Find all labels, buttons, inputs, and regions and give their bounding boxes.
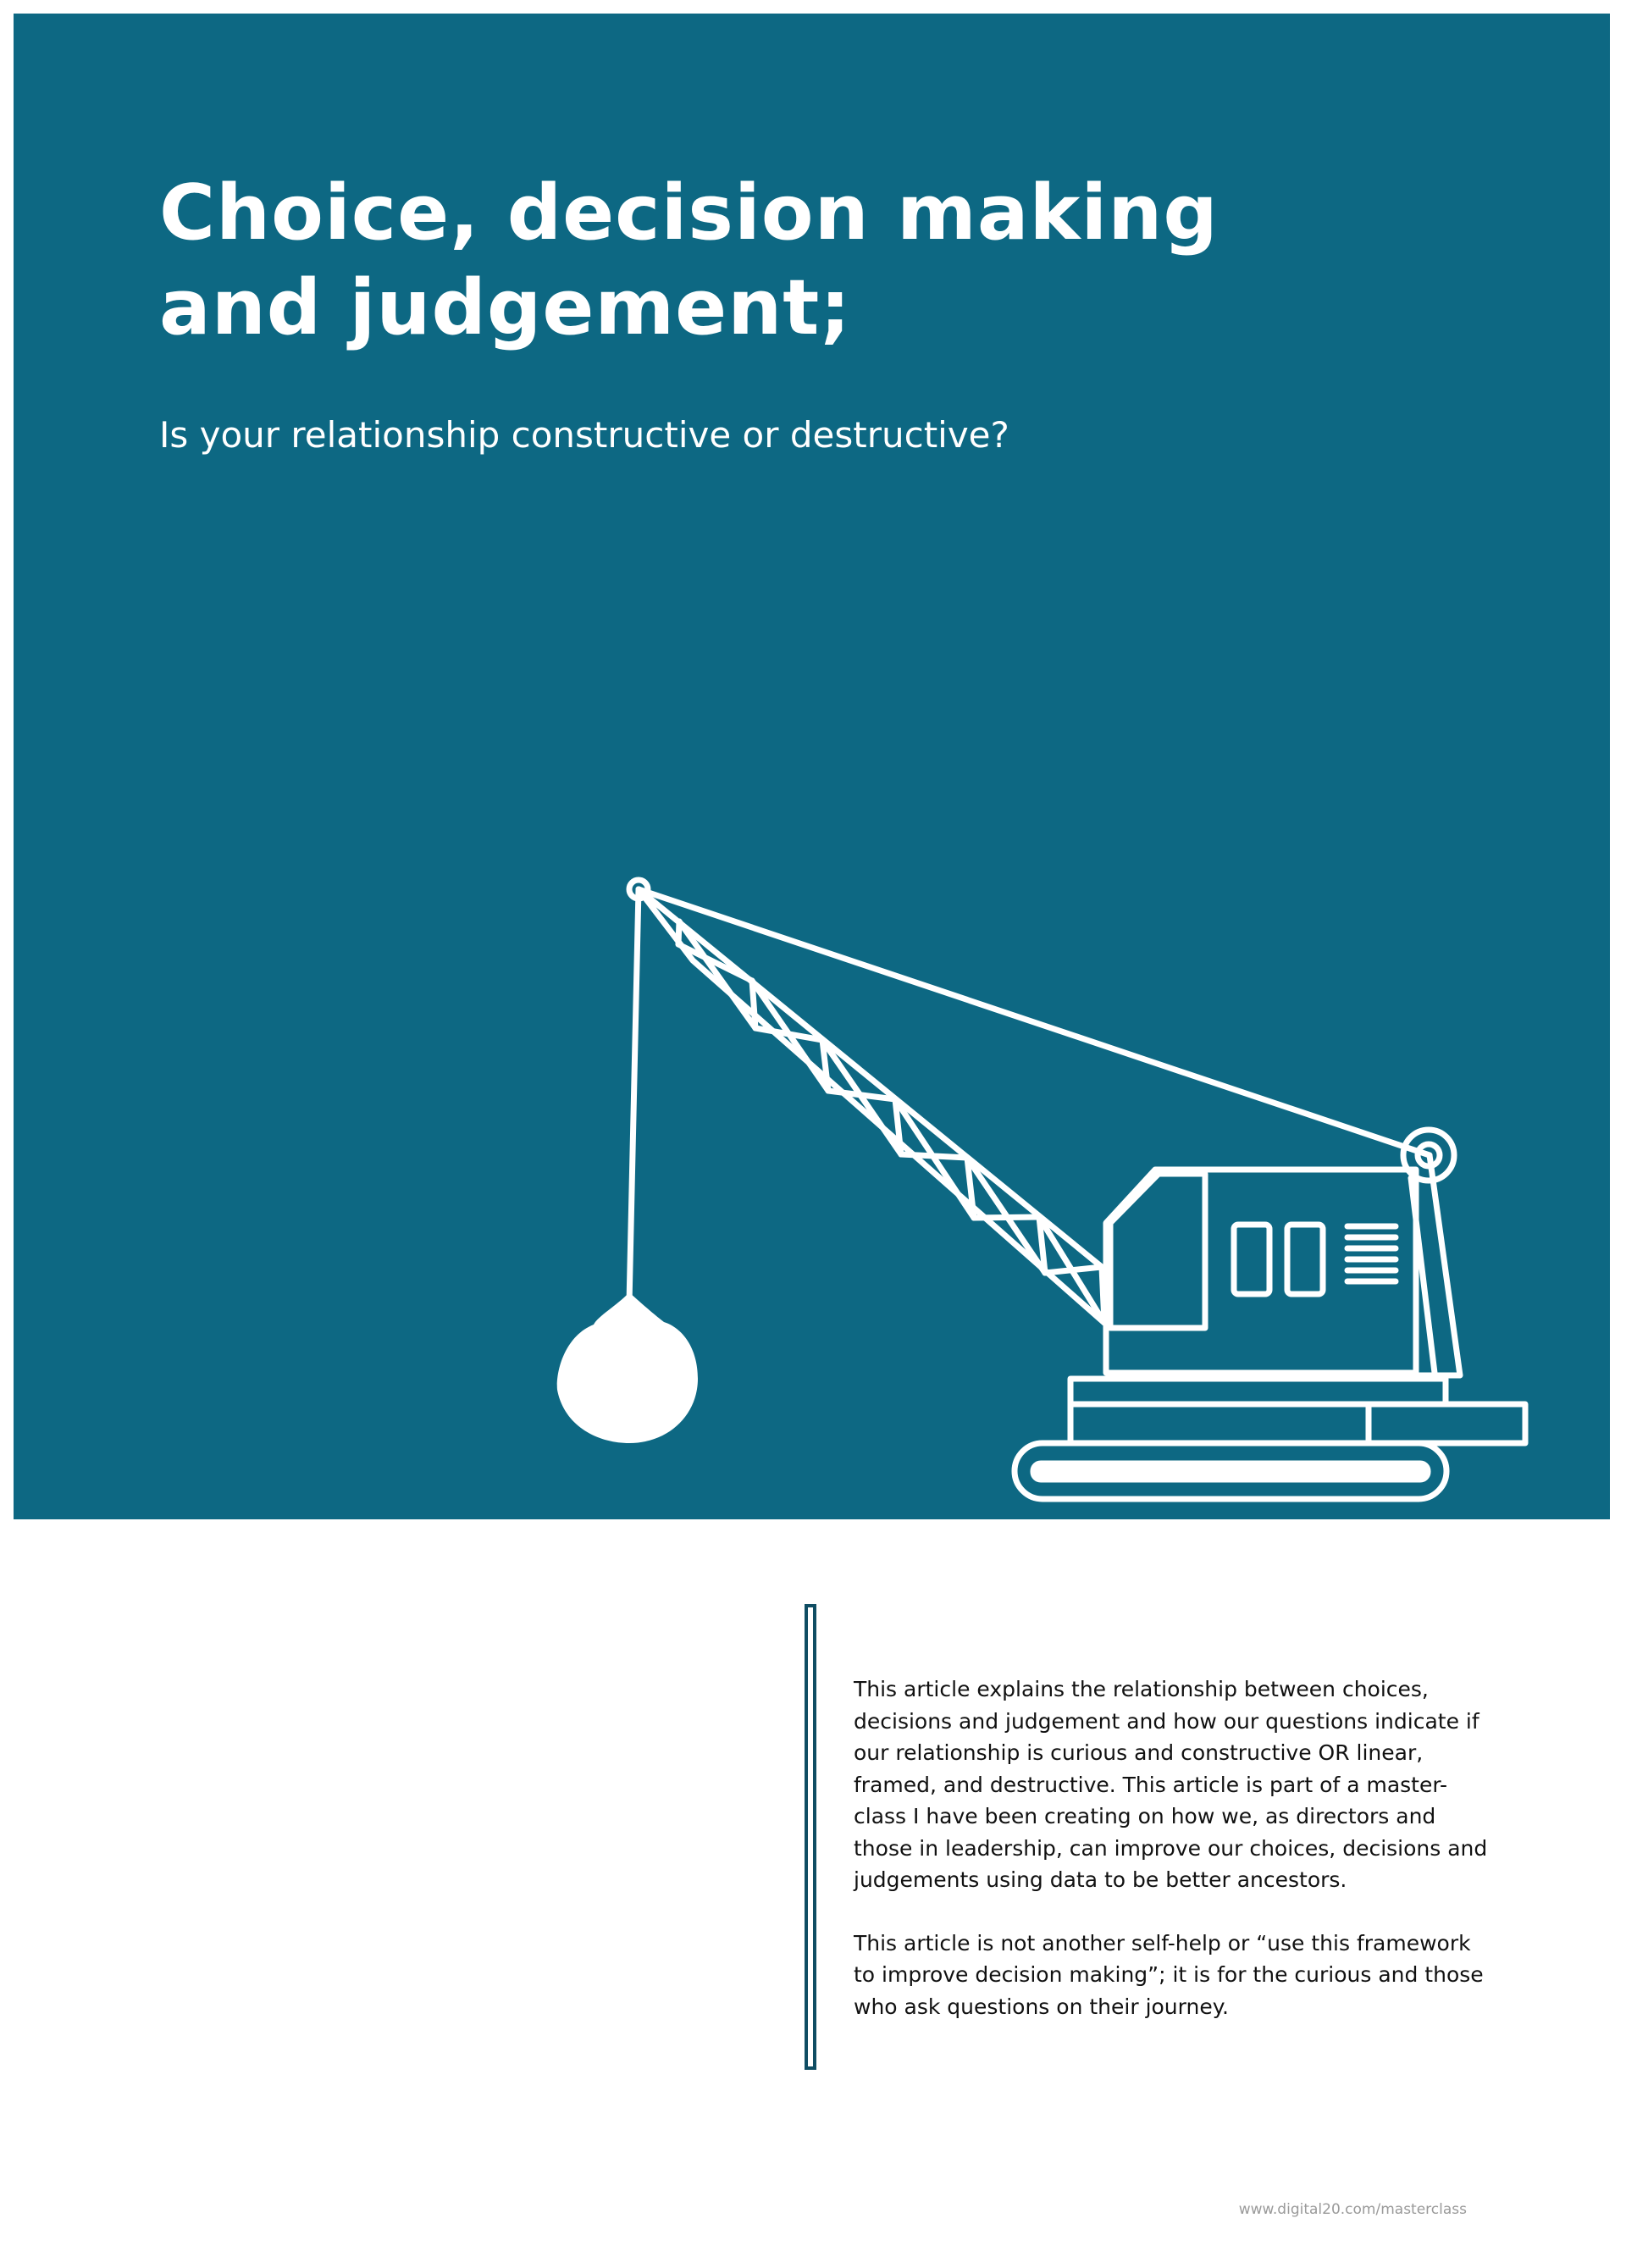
intro-text <box>854 1673 1497 2054</box>
hero-banner <box>14 14 1610 1519</box>
intro-paragraph: This article is not another self-help or “use this framework to improve decision making”; it is for the curious and those who ask questions on their journey. <box>854 1930 1484 2019</box>
intro-accent-bar <box>805 1604 816 2070</box>
crane-with-wrecking-ball-icon <box>14 14 1610 1519</box>
footer-url[interactable]: www.digital20.com/masterclass <box>1238 2201 1467 2218</box>
intro-paragraph: This article explains the relationship between choices, decisions and judgement and how our questions indicate if our relationship is curious and constructive OR linear, framed, and destructive. This article is part of a master-class I have been creating on how we, as directors and those in leadership, can improve our choices, decisions and judgements using data to be better ancestors. <box>854 1677 1488 1892</box>
page-subtitle: Is your relationship constructive or destructive? <box>159 414 1009 456</box>
page-title: Choice, decision making and judgement; <box>159 169 1219 352</box>
